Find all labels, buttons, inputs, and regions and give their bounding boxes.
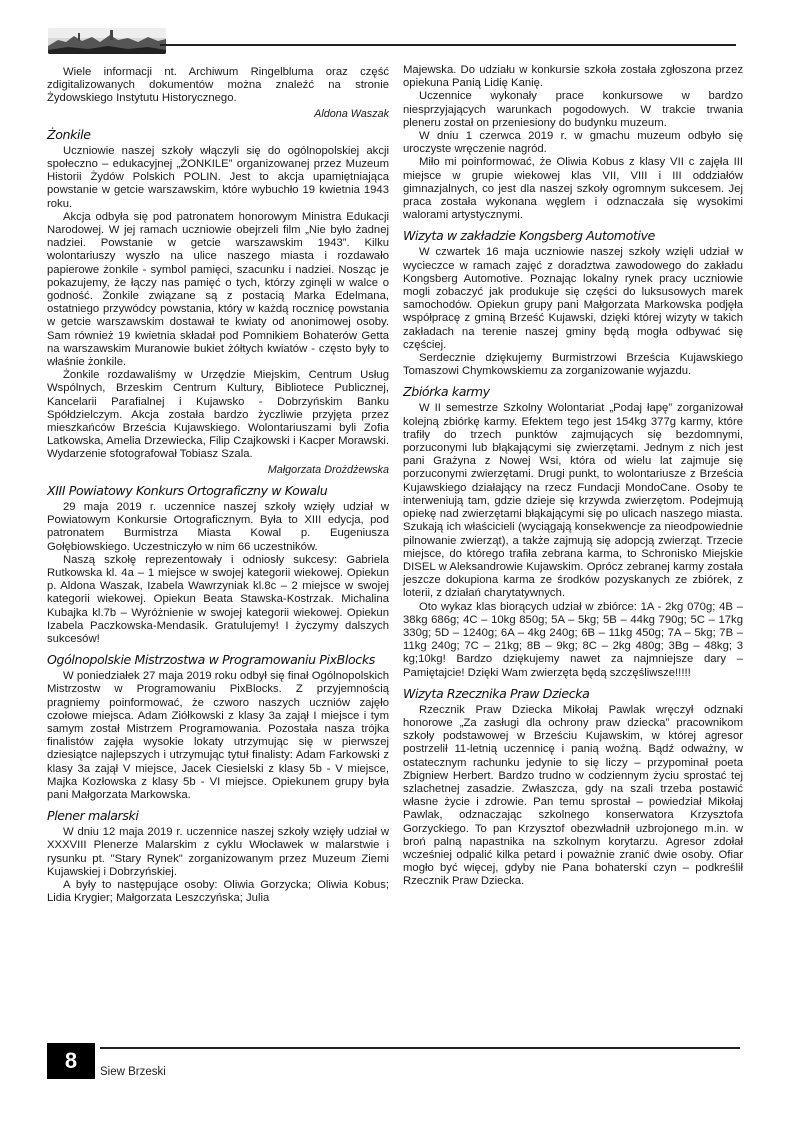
zonkile-signature: Małgorzata Drożdżewska: [267, 463, 389, 476]
plener-title: Plener malarski: [47, 808, 139, 824]
plener-cont-paragraph: W dniu 1 czerwca 2019 r. w gmachu muzeum odbyło się uroczyste wręczenie nagród.: [403, 130, 743, 156]
plener-cont-paragraph: Miło mi poinformować, że Oliwia Kobus z klasy VII c zajęła III miejsce w grupie wiekowej klas VII, VIII i III oddziałów gimnazjalnych, co jest dla naszej szkoły ogromnym sukcesem. Jej praca została wykonana węglem i odznaczała się wysokimi walorami artystycznymi.: [403, 156, 743, 222]
plener-cont-paragraph: Majewska. Do udziału w konkursie szkoła została zgłoszona przez opiekuna Panią Lidię Kanię.: [403, 64, 743, 90]
plener-paragraph: A były to następujące osoby: Oliwia Gorzycka; Oliwia Kobus; Lidia Krygier; Małgorzata Leszczyńska; Julia: [47, 878, 389, 905]
rzecznik-paragraph: Rzecznik Praw Dziecka Mikołaj Pawlak wręczył odznaki honorowe „Za zasługi dla ochrony praw dziecka” pracownikom szkoły podstawowej w Brześciu Kujawskim, w której agresor postrzelił 11-letnią uczennicę i panią woźną. Bądź odważny, w ostatecznym rachunku jedynie to się liczy – przypominał poeta Zbigniew Herbert. Bardzo trudno w codziennym życiu sprostać tej szlachetnej zasadzie. Zwłaszcza, gdy na szali trzeba postawić własne życie i zdrowie. Pan temu sprostał – powiedział Mikołaj Pawlak, odznaczając szkolnego konserwatora Krzysztofa Gorzyckiego. To pan Krzysztof obezwładnił uzbrojonego m.in. w broń palną napastnika na szkolnym korytarzu. Agresor zdołał wcześniej odpalić kilka petard i poważnie zranić dwie osoby. Ofiar mogło być więcej, gdyby nie Pana bohaterski czyn – podkreślił Rzecznik Praw Dziecka.: [403, 703, 743, 888]
zonkile-paragraph: Uczniowie naszej szkoły włączyli się do ogólnopolskiej akcji społeczno – edukacyjnej „ŻONKILE” organizowanej przez Muzeum Historii Żydów Polskich POLIN. Jest to akcja upamiętniająca powstanie w getcie warszawskim, które wybuchło 19 kwietnia 1943 roku.: [47, 144, 389, 210]
publication-name: Siew Brzeski: [100, 1066, 166, 1078]
rzecznik-title: Wizyta Rzecznika Praw Dziecka: [403, 685, 590, 701]
header-rule: [160, 44, 736, 46]
plener-cont-paragraph: Uczennice wykonały prace konkursowe w bardzo niesprzyjających warunkach pogodowych. W trakcie trwania pleneru został on przeniesiony do budynku muzeum.: [403, 90, 743, 129]
karmy-paragraph: W II semestrze Szkolny Wolontariat „Podaj łapę” zorganizował kolejną zbiórkę karmy. Efektem tego jest 154kg 377g karmy, które trafiły do trzech punktów zajmujących się bezdomnymi, porzuconymi lub błąkającymi się zwierzętami. Jednym z nich jest pani Grażyna z Nowej Wsi, która od wielu lat zajmuje się porzuconymi zwierzętami. Drugi punkt, to wolontariusze z Brześcia Kujawskiego działający na rzecz Fundacji MondoCane. Osoby te interweniują tam, gdzie dzieje się krzywda zwierzętom. Podejmują opiekę nad zwierzętami błąkającymi się po ulicach naszego miasta. Szukają ich właścicieli (wyciągają konsekwencje za nieodpowiednie pilnowanie zwierząt), a także zajmują się adopcją zwierząt. Trzecie miejsce, do którego trafiła zebrana karma, to Schronisko Miejskie DISEL w Aleksandrowie Kujawskim. Oprócz zebranej karmy została jeszcze dokupiona karma ze środków pozyskanych ze zbiórek, z loterii, z działań charytatywnych.: [403, 402, 743, 600]
plener-paragraph: W dniu 12 maja 2019 r. uczennice naszej szkoły wzięły udział w XXXVIII Plenerze Malarskim z cyklu Włocławek w malarstwie i rysunku pt. "Stary Rynek" zorganizowanym przez Muzeum Ziemi Kujawskiej i Dobrzyńskiej.: [47, 826, 389, 878]
kongsberg-paragraph: Serdecznie dziękujemy Burmistrzowi Brześcia Kujawskiego Tomaszowi Chymkowskiemu za zorganizowanie wyjazdu.: [403, 352, 743, 378]
pixblocks-paragraph: W poniedziałek 27 maja 2019 roku odbył się finał Ogólnopolskich Mistrzostw w Programowaniu PixBlocks. Z przyjemnością pragniemy poinformować, że czworo naszych uczniów zajęło czołowe miejsca. Adam Ziółkowski z klasy 3a zajął I miejsce i tym samym został Mistrzem Programowania. Pozostała nasza trójka finalistów zajęła wysokie lokaty utrzymując się w pierwszej dziesiątce najlepszych i utrzymując tytuł finalisty: Adam Farkowski z klasy 3a zajął V miejsce, Jacek Ciesielski z klasy 5b - V miejsce, Majka Kozłowska z klasy 5b - VI miejsce. Opiekunem grupy była pani Małgorzata Markowska.: [47, 670, 389, 801]
karmy-title: Zbiórka karmy: [403, 384, 490, 400]
konkurs-title: XIII Powiatowy Konkurs Ortograficzny w Kowalu: [47, 482, 328, 498]
zonkile-title: Żonkile: [47, 126, 91, 142]
right-column: [403, 64, 743, 889]
zonkile-paragraph: Akcja odbyła się pod patronatem honorowym Ministra Edukacji Narodowej. W jej ramach uczniowie obejrzeli film „Nie było żadnej nadziei. Powstanie w getcie warszawskim 1943”. Kilku wolontariuszy wyszło na ulice naszego miasta i rozdawało papierowe żonkile - symbol pamięci, szacunku i nadziei. Nosząc je pokazujemy, że łączy nas pamięć o tych, którzy zginęli w walce o godność. Żonkile związane są z postacią Marka Edelmana, ostatniego przywódcy powstania, który w każdą rocznicę powstania w getcie warszawskim dostawał te kwiaty od anonimowej osoby. Sam również 19 kwietnia składał pod Pomnikiem Bohaterów Getta na warszawskim Muranowie bukiet żółtych kwiatów - często były to właśnie żonkile.: [47, 210, 389, 369]
karmy-paragraph: Oto wykaz klas biorących udział w zbiórce: 1A - 2kg 070g; 4B – 38kg 686g; 4C – 10kg 850g; 5A – 5kg; 5B – 44kg 790g; 5C – 17kg 330g; 5D – 1240g; 6A – 4kg 240g; 6B – 11kg 450g; 7A – 5kg; 7B – 11kg 240g; 7C – 21kg; 8B – 9kg; 8C – 2kg 480g; 3Bg – 48kg; 3 kg;10kg! Bardzo dziękujemy nawet za najmniejsze dary – Pamiętajcie! Dzięki Wam zwierzęta będą szczęśliwsze!!!!!: [403, 600, 743, 679]
footer-rule: [100, 1047, 740, 1049]
konkurs-paragraph: Naszą szkołę reprezentowały i odniosły sukcesy: Gabriela Rutkowska kl. 4a – 1 miejsce w swojej kategorii wiekowej. Opiekun p. Aldona Waszak, Izabela Wawrzyniak kl.8c – 2 miejsce w swojej kategorii wiekowej. Opiekun Beata Stawska-Kostrzak. Michalina Kubajka kl.7b – Wyróżnienie w swojej kategorii wiekowej. Opiekun Izabela Paczkowska-Mendasik. Gratulujemy! I życzymy dalszych sukcesów!: [47, 553, 389, 645]
intro-paragraph: Wiele informacji nt. Archiwum Ringelbluma oraz część zdigitalizowanych dokumentów można znaleźć na stronie Żydowskiego Instytutu Historycznego.: [47, 66, 389, 105]
left-column: [47, 66, 389, 905]
konkurs-paragraph: 29 maja 2019 r. uczennice naszej szkoły wzięły udział w Powiatowym Konkursie Ortograficznym. Była to XIII edycja, pod patronatem Burmistrza Miasta Kowal p. Eugeniusza Gołębiowskiego. Uczestniczyło w nim 66 uczestników.: [47, 500, 389, 553]
intro-signature: Aldona Waszak: [314, 107, 389, 120]
kongsberg-paragraph: W czwartek 16 maja uczniowie naszej szkoły wzięli udział w wycieczce w ramach zajęć z doradztwa zawodowego do zakładu Kongsberg Automotive. Poznając lokalny rynek pracy uczniowie mogli zobaczyć jak produkuje się części do luksusowych marek samochodów. Opiekun grupy pani Małgorzata Markowska podjęła współpracę z gminą Brześć Kujawski, dzięki której wizyty w takich zakładach na terenie naszej gminy będą mogła odbywać się częściej.: [403, 246, 743, 351]
pixblocks-title: Ogólnopolskie Mistrzostwa w Programowaniu PixBlocks: [47, 652, 375, 668]
town-panorama-image: [48, 28, 166, 54]
kongsberg-title: Wizyta w zakładzie Kongsberg Automotive: [403, 228, 656, 244]
zonkile-paragraph: Żonkile rozdawaliśmy w Urzędzie Miejskim, Centrum Usług Wspólnych, Brzeskim Centrum Kultury, Bibliotece Publicznej, Kancelarii Parafialnej i Kujawsko - Dobrzyńskim Banku Spółdzielczym. Akcja została bardzo życzliwie przyjęta przez mieszkańców Brześcia Kujawskiego. Wolontariuszami byli Zofia Latkowska, Amelia Drzewiecka, Filip Czajkowski i Kacper Morawski. Wydarzenie sfotografował Tobiasz Szala.: [47, 369, 389, 461]
page-number: 8: [47, 1043, 95, 1079]
